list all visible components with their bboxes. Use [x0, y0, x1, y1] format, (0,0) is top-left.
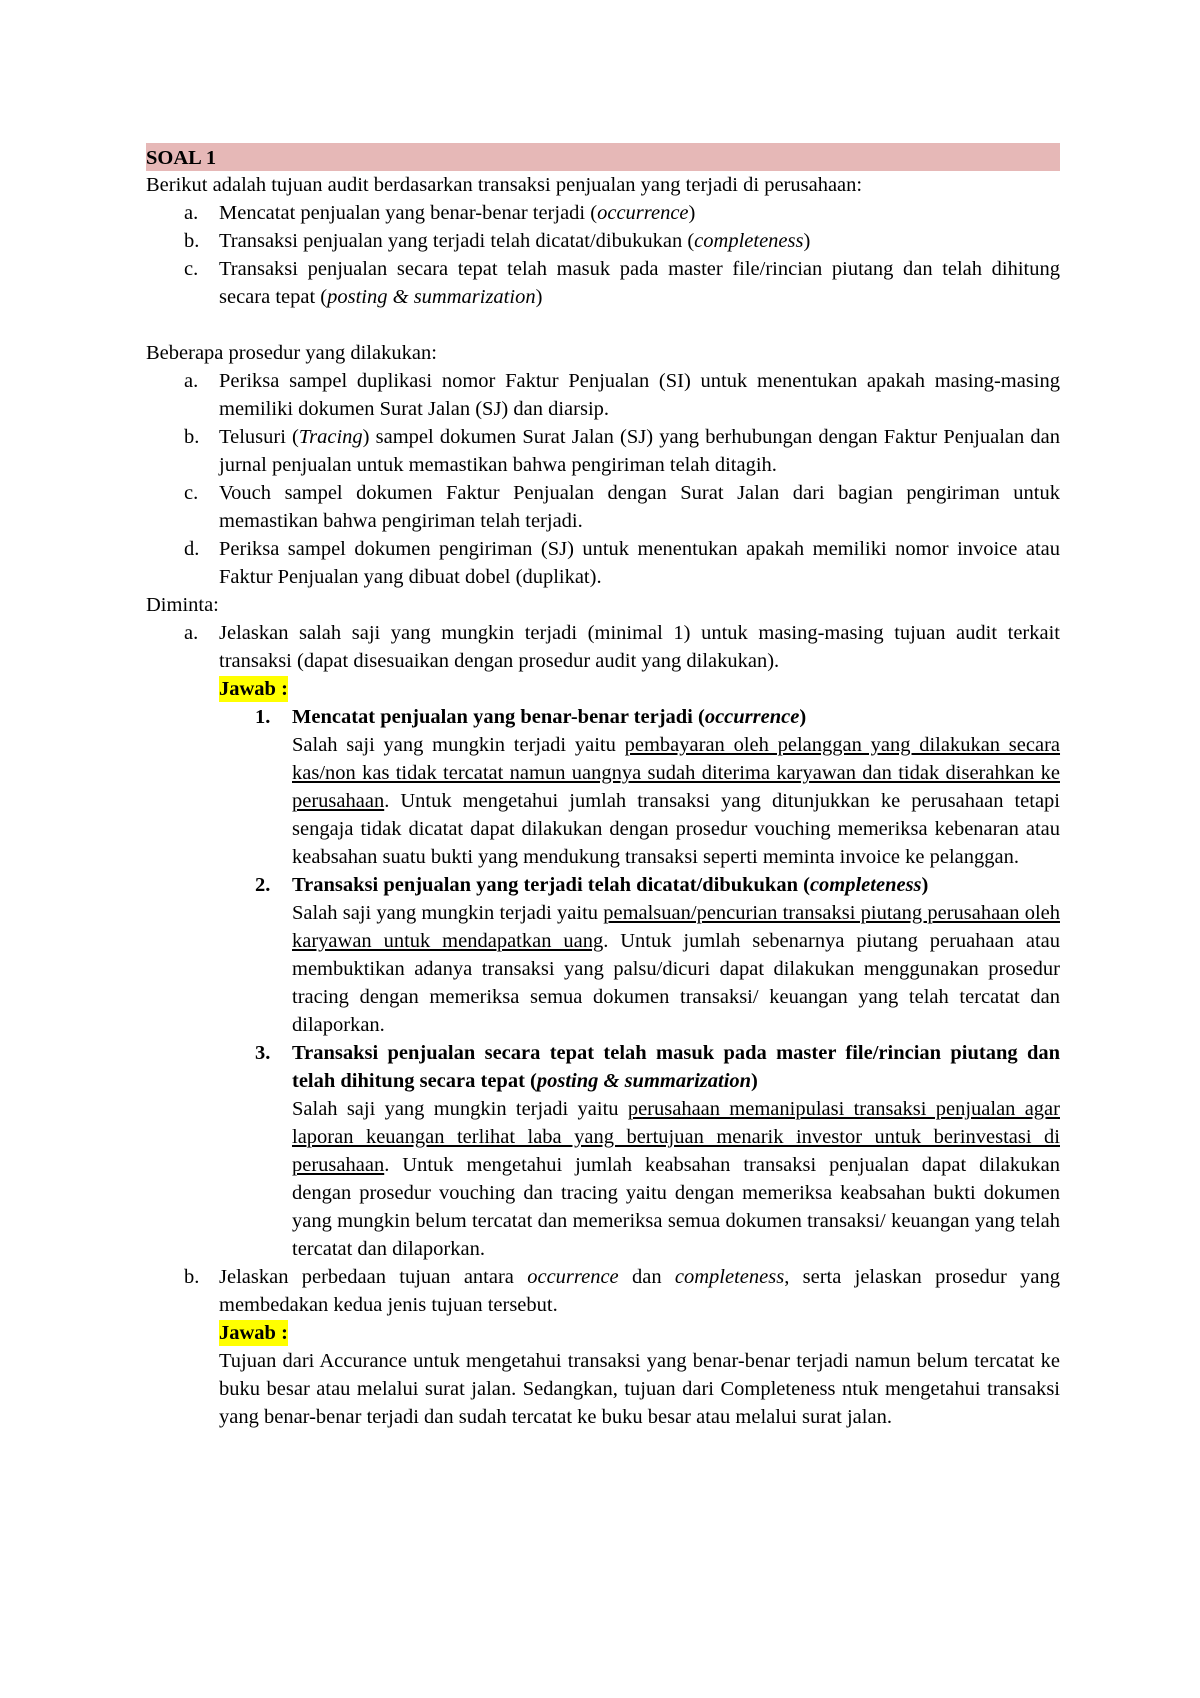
objective-close: ): [803, 230, 811, 252]
objective-item: [146, 227, 1060, 255]
spacer: [146, 311, 1060, 339]
list-marker: b.: [184, 426, 200, 448]
procedure-term: Tracing: [298, 426, 363, 448]
objective-item: [146, 255, 1060, 311]
intro-paragraph: Berikut adalah tujuan audit berdasarkan transaksi penjualan yang terjadi di perusahaan:: [146, 174, 863, 196]
answer-item: [219, 1039, 1060, 1263]
list-marker: a.: [184, 622, 199, 644]
answer-item: [219, 871, 1060, 1039]
list-marker: a.: [184, 202, 199, 224]
objective-close: ): [688, 202, 696, 224]
list-marker: b.: [184, 230, 200, 252]
objectives-list: [146, 199, 1060, 311]
soal-title: SOAL 1: [146, 147, 217, 169]
underlined-misstatement: perusahaan memanipulasi transaksi penjualan agar laporan keuangan terlihat laba yang bertujuan menarik investor untuk berinvestasi di perusahaan: [292, 1098, 1060, 1176]
procedure-item: [146, 479, 1060, 535]
jawab-label: Jawab :: [219, 678, 288, 700]
answer-heading: Transaksi penjualan yang terjadi telah dicatat/dibukukan (completeness): [292, 874, 929, 896]
diminta-label: Diminta:: [146, 594, 219, 616]
answer-heading: Mencatat penjualan yang benar-benar terjadi (occurrence): [292, 706, 807, 728]
list-marker: c.: [184, 258, 199, 280]
answer-heading: Transaksi penjualan secara tepat telah masuk pada master file/rincian piutang dan telah dihitung secara tepat (posting & summarization): [292, 1042, 1060, 1092]
objective-item: [146, 199, 1060, 227]
list-marker: 2.: [255, 874, 271, 896]
underlined-misstatement: pembayaran oleh pelanggan yang dilakukan secara kas/non kas tidak tercatat namun uangnya sudah diterima karyawan dan tidak diserahkan ke perusahaan: [292, 734, 1061, 812]
procedure-item: [146, 423, 1060, 479]
procedure-text: Vouch sampel dokumen Faktur Penjualan dengan Surat Jalan dari bagian pengiriman untuk memastikan bahwa pengiriman telah terjadi.: [219, 482, 1060, 532]
procedure-text-pre: Telusuri (: [219, 426, 299, 448]
objective-term: occurrence: [597, 202, 689, 224]
list-marker: 3.: [255, 1042, 271, 1064]
objective-term: posting & summarization: [327, 286, 536, 308]
question-item-b: [146, 1263, 1060, 1431]
objective-close: ): [535, 286, 543, 308]
question-text: Jelaskan salah saji yang mungkin terjadi (minimal 1) untuk masing-masing tujuan audit terkait transaksi (dapat disesuaikan dengan prosedur audit yang dilakukan).: [219, 622, 1060, 672]
procedure-text: Periksa sampel duplikasi nomor Faktur Penjualan (SI) untuk menentukan apakah masing-masing memiliki dokumen Surat Jalan (SJ) dan diarsip.: [219, 370, 1060, 420]
answer-item: [219, 703, 1060, 871]
document-page: [146, 143, 1060, 1431]
objective-text: Transaksi penjualan yang terjadi telah dicatat/dibukukan (: [219, 230, 695, 252]
objective-text: Transaksi penjualan secara tepat telah masuk pada master file/rincian piutang dan telah dihitung secara tepat (: [219, 258, 1060, 308]
procedure-text: Periksa sampel dokumen pengiriman (SJ) untuk menentukan apakah memiliki nomor invoice atau Faktur Penjualan yang dibuat dobel (duplikat).: [219, 538, 1060, 588]
answers-list: [219, 703, 1060, 1263]
list-marker: c.: [184, 482, 199, 504]
procedures-intro: Beberapa prosedur yang dilakukan:: [146, 342, 437, 364]
list-marker: d.: [184, 538, 200, 560]
objective-text: Mencatat penjualan yang benar-benar terjadi (: [219, 202, 598, 224]
answer-body: Salah saji yang mungkin terjadi yaitu pembayaran oleh pelanggan yang dilakukan secara kas/non kas tidak tercatat namun uangnya sudah diterima karyawan dan tidak diserahkan ke perusahaan. Untuk mengetahui jumlah transaksi yang ditunjukkan ke perusahaan tetapi sengaja tidak dicatat dapat dilakukan dengan prosedur vouching memeriksa kebenaran atau keabsahan suatu bukti yang mendukung transaksi seperti meminta invoice ke pelanggan.: [292, 734, 1061, 868]
question-text: Jelaskan perbedaan tujuan antara occurrence dan completeness, serta jelaskan prosedur yang membedakan kedua jenis tujuan tersebut.: [219, 1266, 1060, 1316]
answer-body: Salah saji yang mungkin terjadi yaitu perusahaan memanipulasi transaksi penjualan agar laporan keuangan terlihat laba yang bertujuan menarik investor untuk berinvestasi di perusahaan. Untuk mengetahui jumlah keabsahan transaksi penjualan dapat dilakukan dengan prosedur vouching dan tracing yaitu dengan memeriksa keabsahan bukti dokumen yang mungkin belum tercatat dan memeriksa semua dokumen transaksi/ keuangan yang telah tercatat dan dilaporkan.: [292, 1098, 1060, 1260]
questions-list: [146, 619, 1060, 1431]
list-marker: a.: [184, 370, 199, 392]
underlined-misstatement: pemalsuan/pencurian transaksi piutang perusahaan oleh karyawan untuk mendapatkan uang: [292, 902, 1060, 952]
procedures-list: [146, 367, 1060, 591]
list-marker: b.: [184, 1266, 200, 1288]
procedure-item: [146, 367, 1060, 423]
procedure-item: [146, 535, 1060, 591]
soal-heading: [146, 143, 1060, 171]
objective-term: completeness: [694, 230, 804, 252]
procedure-text-post: ) sampel dokumen Surat Jalan (SJ) yang berhubungan dengan Faktur Penjualan dan jurnal penjualan untuk memastikan bahwa pengiriman telah ditagih.: [219, 426, 1060, 476]
jawab-label: Jawab :: [219, 1322, 288, 1344]
answer-body: Salah saji yang mungkin terjadi yaitu pemalsuan/pencurian transaksi piutang perusahaan oleh karyawan untuk mendapatkan uang. Untuk jumlah sebenarnya piutang peruahaan atau membuktikan adanya transaksi yang palsu/dicuri dapat dilakukan menggunakan prosedur tracing dengan memeriksa semua dokumen transaksi/ keuangan yang telah tercatat dan dilaporkan.: [292, 902, 1060, 1036]
question-item-a: [146, 619, 1060, 1263]
list-marker: 1.: [255, 706, 271, 728]
answer-body: Tujuan dari Accurance untuk mengetahui transaksi yang benar-benar terjadi namun belum tercatat ke buku besar atau melalui surat jalan. Sedangkan, tujuan dari Completeness ntuk mengetahui transaksi yang benar-benar terjadi dan sudah tercatat ke buku besar atau melalui surat jalan.: [219, 1350, 1060, 1428]
